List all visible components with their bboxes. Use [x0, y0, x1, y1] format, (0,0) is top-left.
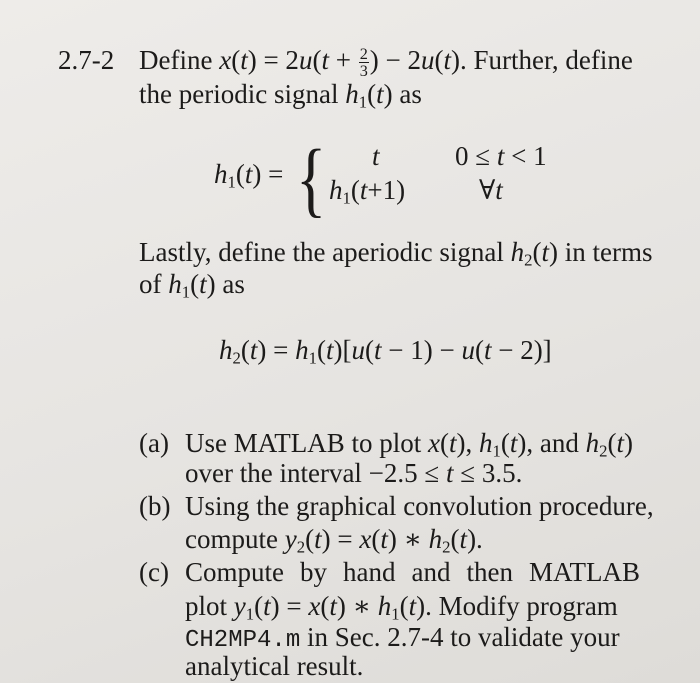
piecewise-brace: {: [296, 133, 327, 226]
problem-line-2: the periodic signal $h_1(t)$ as: [139, 79, 422, 112]
para2-line-2: of $h_1(t)$ as: [139, 269, 245, 302]
h2-equation: $h_2(t) = h_1(t)[u(t - 1) - u(t - 2)]$: [219, 335, 552, 368]
h1-case2-cond: ∀t: [479, 175, 503, 205]
part-c-line-2: plot $y_1(t) = x(t)$ ∗ $h_1(t)$. Modify program: [185, 591, 618, 624]
part-c-line-1: Compute by hand and then MATLAB: [185, 557, 640, 587]
part-b-line-1: Using the graphical convolution procedure,: [185, 491, 654, 521]
part-c-line-4: analytical result.: [185, 651, 364, 681]
fraction-two-thirds: $\frac{2}{3}$: [359, 44, 368, 80]
h1-lhs: $h_1(t)$ =: [214, 159, 284, 192]
part-a-line-1: Use MATLAB to plot x(t), $h_1(t)$, and $h_2(t)$: [185, 428, 634, 461]
para2-line-1: Lastly, define the aperiodic signal $h_2(t)$ in terms: [139, 237, 653, 270]
part-b-label: (b): [139, 491, 171, 521]
h1-case1-expr: t: [372, 141, 380, 171]
h1-case1-cond: 0 ≤ t < 1: [455, 141, 547, 171]
part-c-line-3: CH2MP4.m in Sec. 2.7-4 to validate your: [185, 622, 620, 654]
part-a-label: (a): [139, 428, 169, 458]
program-name: CH2MP4.m: [185, 627, 301, 654]
part-c-label: (c): [139, 557, 169, 587]
h1-case2-expr: $h_1(t+1)$: [329, 175, 406, 208]
part-a-line-2: over the interval −2.5 ≤ t ≤ 3.5.: [185, 458, 523, 488]
problem-line-1: Define x(t) = 2u(t + $\frac{2}{3}$ ) − 2u(t). Further, define: [139, 44, 633, 80]
problem-number: 2.7-2: [58, 45, 115, 75]
part-b-line-2: compute $y_2(t) = x(t)$ ∗ $h_2(t)$.: [185, 524, 483, 557]
